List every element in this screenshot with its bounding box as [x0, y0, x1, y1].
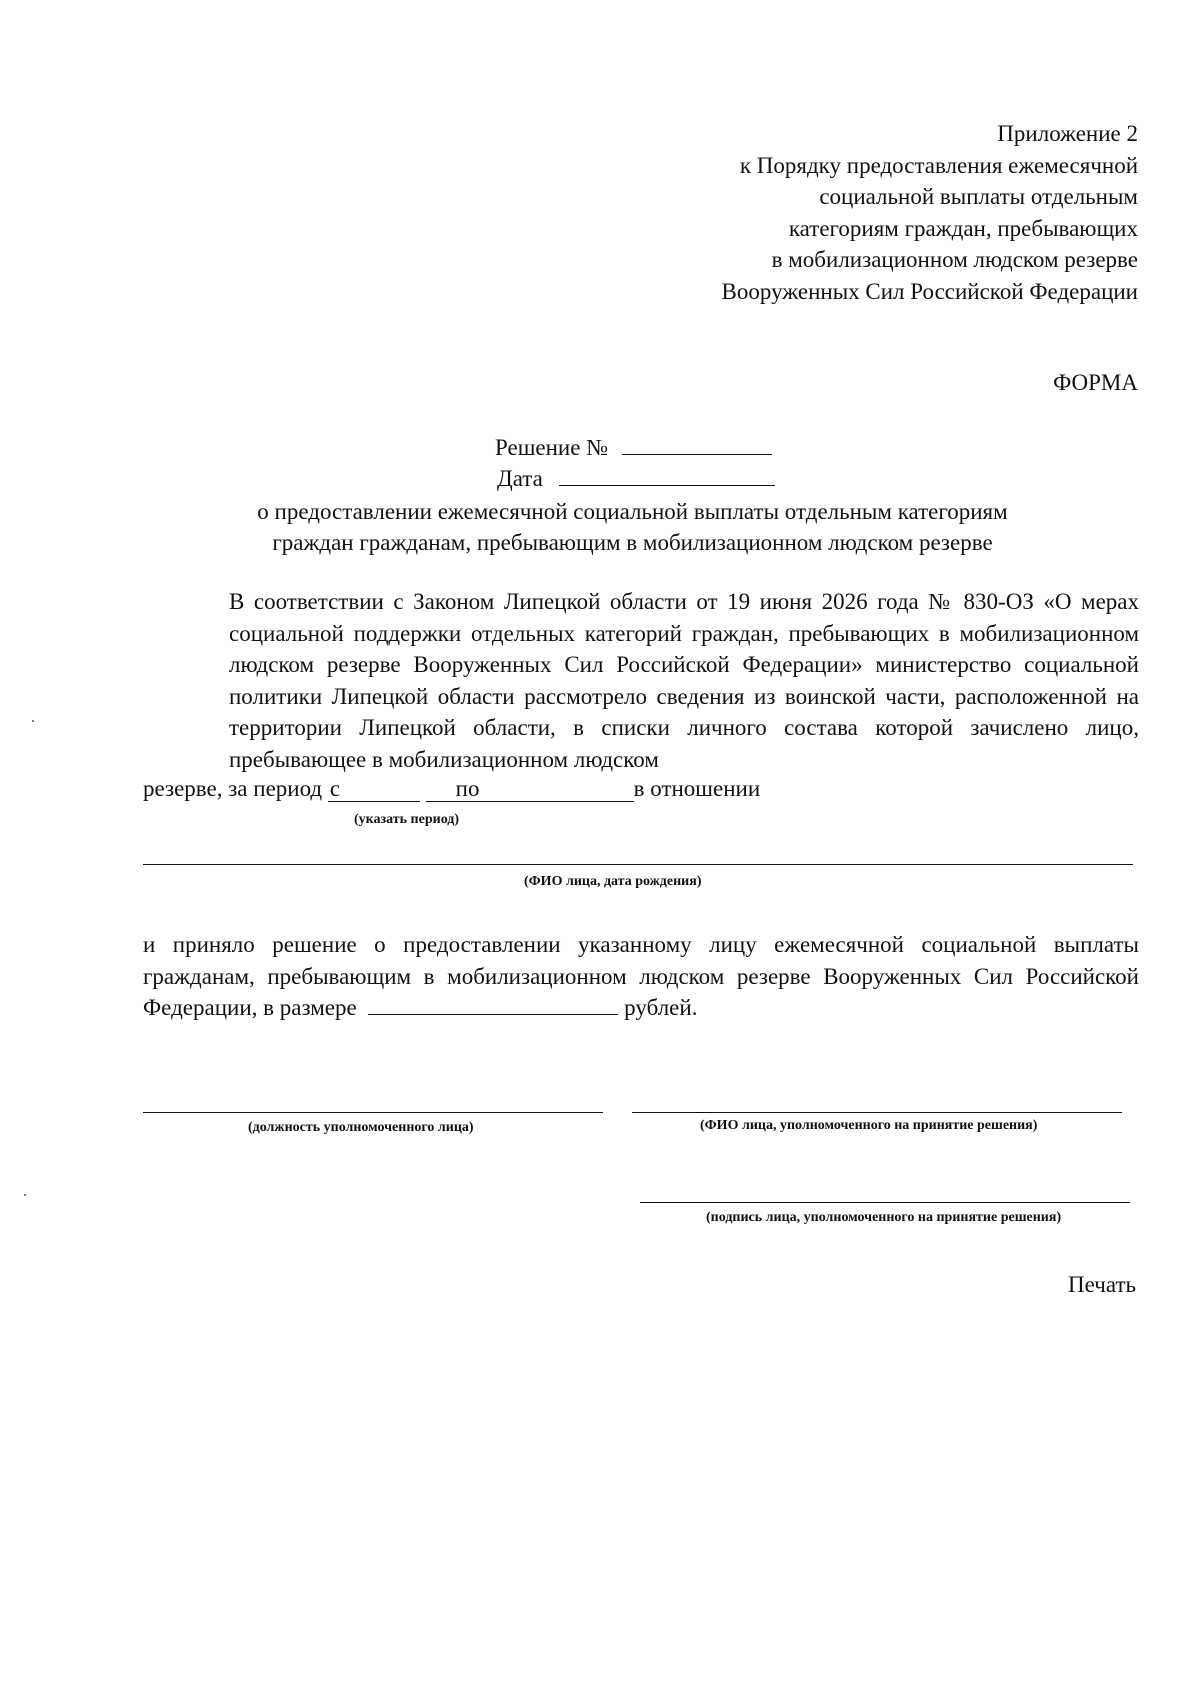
body-paragraph-text: В соответствии с Законом Липецкой области от 19 июня 2026 года № 830-ОЗ «О мерах социальной поддержки отдельных категорий граждан, пребывающих в мобилизационном людском резерве Вооруженных Сил Российской Федерации» министерство социальной политики Липецкой области рассмотрело сведения из воинской части, расположенной на территории Липецкой области, в списки личного состава которой зачислено лицо, пребывающее в мобилизационном людском	[229, 589, 1139, 772]
appendix-line: Вооруженных Сил Российской Федерации	[721, 278, 1138, 304]
decision-number-row	[495, 433, 772, 461]
decision-subject-line: граждан гражданам, пребывающим в мобилизационном людском резерве	[272, 530, 993, 555]
decision-date-field[interactable]	[559, 464, 775, 486]
stamp-label: Печать	[1068, 1272, 1136, 1297]
currency-label: рублей.	[624, 995, 698, 1020]
period-row	[143, 776, 760, 802]
decision-paragraph-text: и приняло решение о предоставлении указанному лицу ежемесячной социальной выплаты гражданам, пребывающим в мобилизационном людском резерве Вооруженных Сил Российской Федерации, в размере	[143, 932, 1139, 1020]
appendix-line: к Порядку предоставления ежемесячной	[739, 152, 1138, 178]
appendix-header	[722, 118, 1138, 307]
body-paragraph	[143, 586, 1139, 775]
signature-hint: (подпись лица, уполномоченного на принятие решения)	[706, 1210, 1062, 1225]
authorized-fio-field[interactable]	[632, 1112, 1122, 1113]
period-to-field[interactable]	[486, 777, 634, 802]
forma-label: ФОРМА	[1053, 370, 1138, 395]
appendix-line: категориям граждан, пребывающих	[788, 215, 1138, 241]
period-from-label: с	[329, 776, 341, 801]
period-hint: (указать период)	[354, 812, 460, 827]
decision-subject	[140, 496, 1125, 558]
fio-birthdate-hint: (ФИО лица, дата рождения)	[524, 874, 702, 889]
period-prefix: резерве, за период	[143, 776, 323, 801]
scan-speck	[24, 1194, 26, 1196]
decision-date-label: Дата	[497, 466, 543, 491]
signature-field[interactable]	[640, 1202, 1130, 1203]
period-mid-field[interactable]	[426, 777, 486, 802]
appendix-line: социальной выплаты отдельным	[819, 184, 1138, 209]
appendix-line: Приложение 2	[997, 121, 1138, 146]
decision-number-label: Решение №	[495, 435, 609, 460]
decision-paragraph	[143, 929, 1139, 1024]
period-from-field[interactable]	[328, 777, 420, 802]
decision-number-field[interactable]	[622, 433, 772, 455]
scan-speck	[32, 720, 34, 722]
period-to-label: по	[455, 776, 480, 801]
decision-date-row	[497, 464, 775, 492]
period-suffix: в отношении	[633, 776, 761, 801]
position-field[interactable]	[143, 1112, 603, 1113]
fio-birthdate-field[interactable]	[143, 864, 1133, 865]
amount-field[interactable]	[368, 993, 618, 1015]
decision-subject-line: о предоставлении ежемесячной социальной выплаты отдельным категориям	[257, 499, 1008, 524]
authorized-fio-hint: (ФИО лица, уполномоченного на принятие решения)	[700, 1118, 1038, 1133]
position-hint: (должность уполномоченного лица)	[248, 1120, 474, 1135]
appendix-line: в мобилизационном людском резерве	[771, 247, 1138, 272]
